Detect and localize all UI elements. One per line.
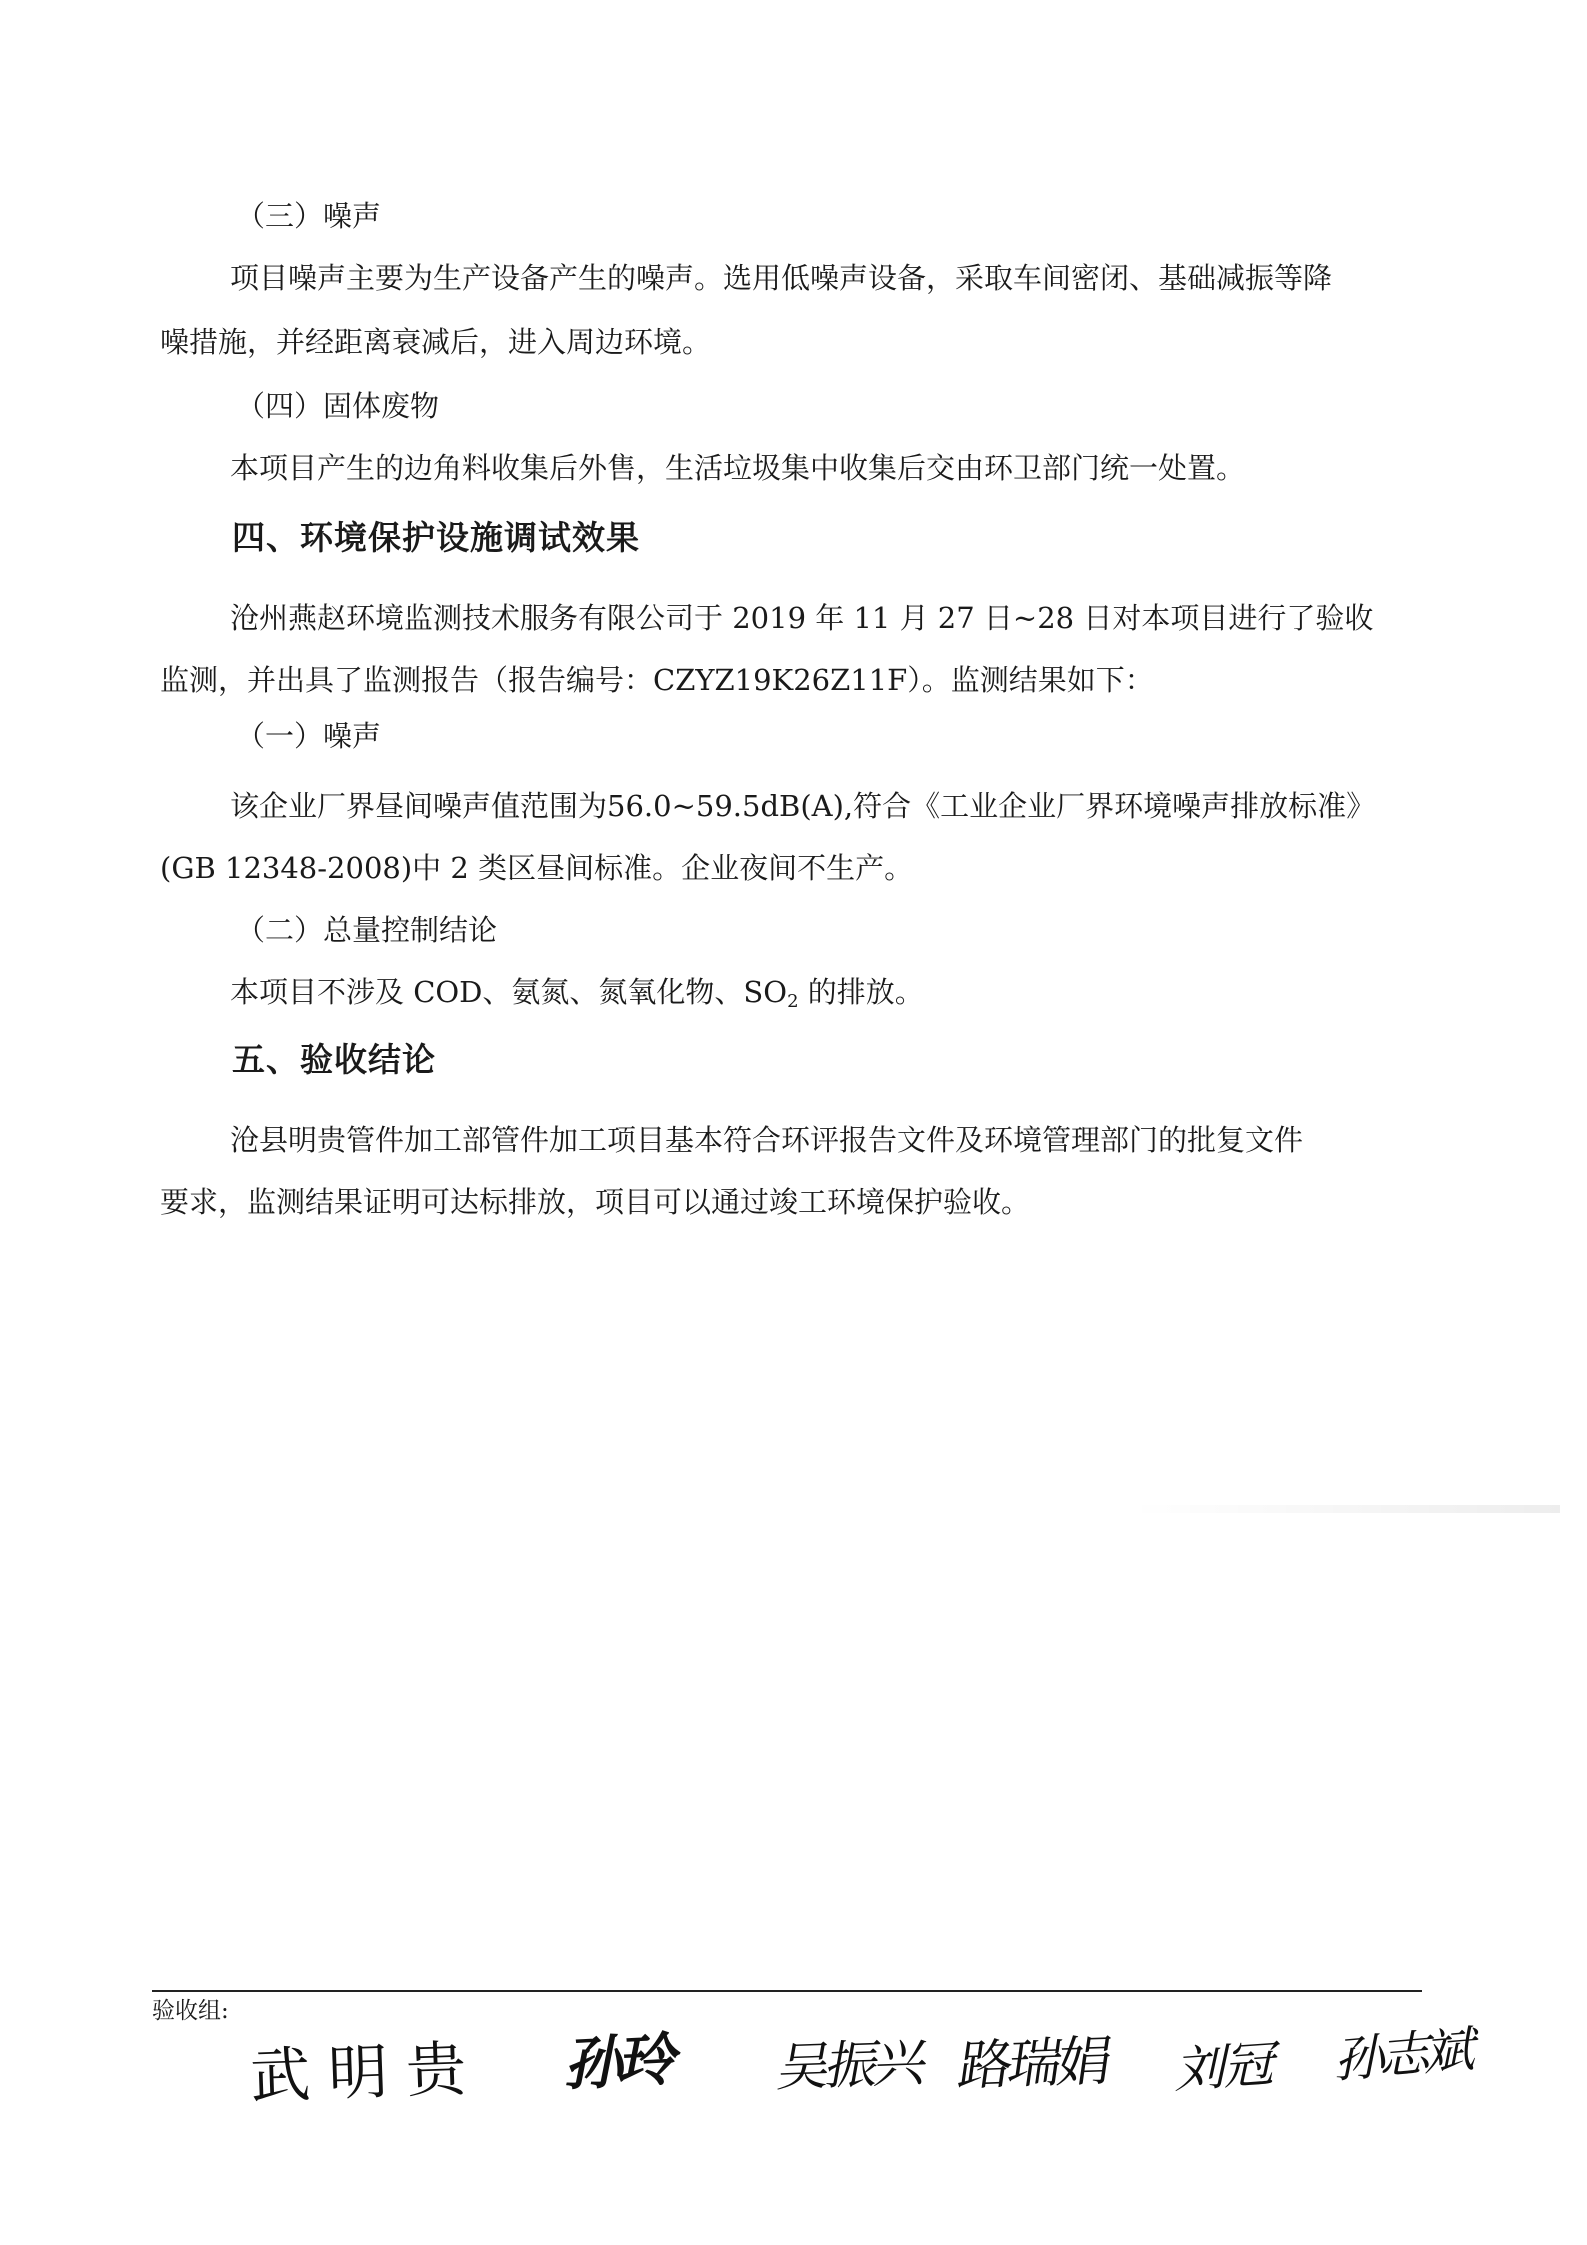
scan-artifact bbox=[1130, 1505, 1560, 1513]
monitoring-paragraph-line-2: 监测，并出具了监测报告（报告编号：CZYZ19K26Z11F）。监测结果如下： bbox=[160, 663, 1154, 697]
noise-heading: （三）噪声 bbox=[236, 199, 382, 233]
solid-waste-paragraph: 本项目产生的边角料收集后外售，生活垃圾集中收集后交由环卫部门统一处置。 bbox=[230, 451, 1246, 485]
conclusion-line-1: 沧县明贵管件加工部管件加工项目基本符合环评报告文件及环境管理部门的批复文件 bbox=[230, 1123, 1304, 1157]
result-noise-line-2: (GB 12348-2008)中 2 类区昼间标准。企业夜间不生产。 bbox=[160, 851, 914, 885]
total-control-text-a: 本项目不涉及 COD、氨氮、氮氧化物、SO bbox=[230, 975, 788, 1009]
signature-4: 路瑞娟 bbox=[954, 2029, 1112, 2098]
result-noise-heading: （一）噪声 bbox=[236, 719, 382, 753]
total-control-paragraph bbox=[230, 972, 1495, 1012]
signature-label: 验收组: bbox=[152, 1998, 229, 2024]
result-noise-line-1: 该企业厂界昼间噪声值范围为56.0~59.5dB(A),符合《工业企业厂界环境噪声排放标准》 bbox=[230, 789, 1376, 823]
section-4-title: 四、环境保护设施调试效果 bbox=[232, 518, 640, 557]
signature-3: 吴振兴 bbox=[773, 2033, 929, 2099]
signature-1: 武明贵 bbox=[249, 2033, 486, 2113]
signature-2: 孙玲 bbox=[561, 2025, 681, 2099]
conclusion-line-2: 要求，监测结果证明可达标排放，项目可以通过竣工环境保护验收。 bbox=[160, 1185, 1031, 1219]
noise-paragraph-line-2: 噪措施，并经距离衰减后，进入周边环境。 bbox=[160, 325, 712, 359]
total-control-text-b: 的排放。 bbox=[798, 975, 924, 1009]
monitoring-paragraph-line-1: 沧州燕赵环境监测技术服务有限公司于 2019 年 11 月 27 日~28 日对本项目进行了验收 bbox=[230, 601, 1374, 635]
so2-subscript: 2 bbox=[787, 991, 799, 1012]
solid-waste-heading: （四）固体废物 bbox=[236, 389, 440, 423]
signature-6: 孙志斌 bbox=[1332, 2020, 1479, 2090]
signatures bbox=[250, 2005, 1550, 2145]
signature-5: 刘冠 bbox=[1172, 2034, 1283, 2100]
total-control-heading: （二）总量控制结论 bbox=[236, 913, 498, 947]
section-5-title: 五、验收结论 bbox=[232, 1040, 436, 1079]
noise-paragraph-line-1: 项目噪声主要为生产设备产生的噪声。选用低噪声设备，采取车间密闭、基础减振等降 bbox=[230, 261, 1333, 295]
signature-rule bbox=[152, 1990, 1422, 1992]
